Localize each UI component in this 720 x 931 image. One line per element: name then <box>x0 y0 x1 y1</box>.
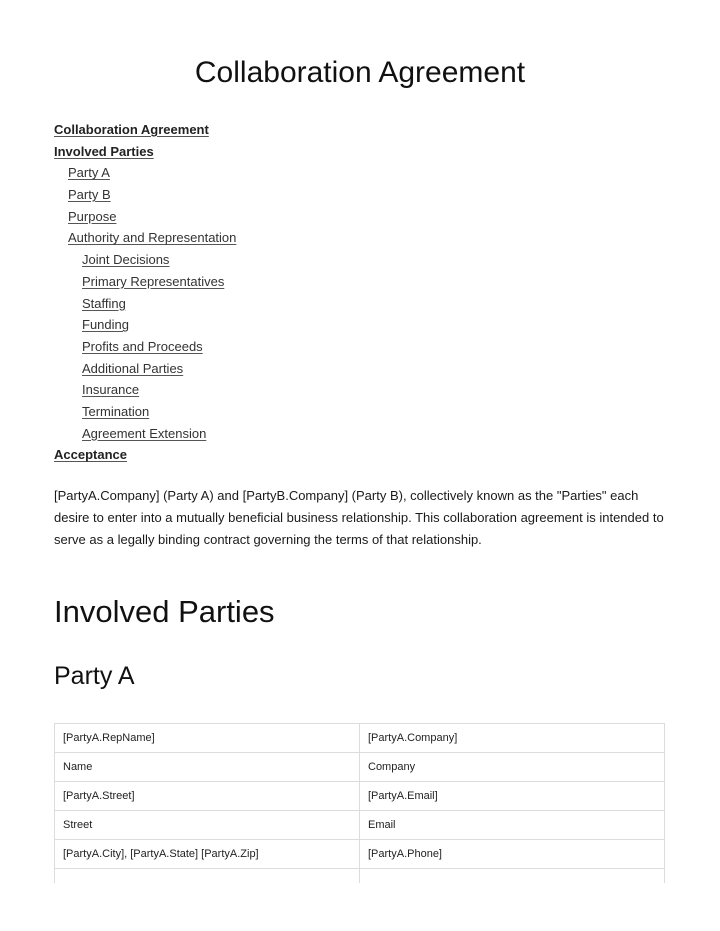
section-heading-involved-parties: Involved Parties <box>54 594 275 629</box>
toc-link[interactable]: Party B <box>68 187 111 203</box>
toc-item <box>54 358 236 380</box>
table-row <box>55 840 665 869</box>
toc-item <box>54 271 236 293</box>
toc-item <box>54 423 236 445</box>
toc-link[interactable]: Involved Parties <box>54 143 154 159</box>
toc-link[interactable]: Funding <box>82 317 129 333</box>
toc-item <box>54 249 236 271</box>
table-cell: [PartyA.Street] <box>55 782 360 811</box>
toc-link[interactable]: Staffing <box>82 295 126 311</box>
table-row <box>55 724 665 753</box>
toc-item <box>54 141 236 163</box>
toc-item <box>54 227 236 249</box>
table-cell <box>55 869 360 884</box>
table-cell: Company <box>360 753 665 782</box>
table-cell: Email <box>360 811 665 840</box>
toc-link[interactable]: Primary Representatives <box>82 273 225 289</box>
toc-link[interactable]: Party A <box>68 165 110 181</box>
toc-item <box>54 401 236 423</box>
toc-item <box>54 184 236 206</box>
toc-link[interactable]: Profits and Proceeds <box>82 338 203 354</box>
document-title: Collaboration Agreement <box>194 56 526 89</box>
toc-item <box>54 336 236 358</box>
table-cell: Name <box>55 753 360 782</box>
table-row <box>55 782 665 811</box>
toc-link[interactable]: Joint Decisions <box>82 252 170 268</box>
toc-item <box>54 206 236 228</box>
table-cell: [PartyA.Email] <box>360 782 665 811</box>
toc-link[interactable]: Additional Parties <box>82 360 184 376</box>
intro-paragraph: [PartyA.Company] (Party A) and [PartyB.Company] (Party B), collectively known as the "Parties" each desire to enter into a mutually beneficial business relationship. This collaboration agreement is intended to serve as a legally binding contract governing the terms of that relationship. <box>54 488 664 547</box>
party-a-table <box>54 723 665 883</box>
table-row <box>55 811 665 840</box>
toc-item <box>54 379 236 401</box>
table-cell: [PartyA.City], [PartyA.State] [PartyA.Zip] <box>55 840 360 869</box>
table-cell <box>360 869 665 884</box>
table-cell: [PartyA.RepName] <box>55 724 360 753</box>
toc-link[interactable]: Acceptance <box>54 447 127 463</box>
toc-link[interactable]: Purpose <box>68 208 117 224</box>
toc-item <box>54 314 236 336</box>
toc-item <box>54 162 236 184</box>
toc-item <box>54 444 236 466</box>
table-row <box>55 753 665 782</box>
toc-link[interactable]: Termination <box>82 403 150 419</box>
table-cell: Street <box>55 811 360 840</box>
toc-link[interactable]: Agreement Extension <box>82 425 207 441</box>
toc-link[interactable]: Collaboration Agreement <box>54 122 209 137</box>
toc-link[interactable]: Insurance <box>82 382 140 398</box>
toc-item <box>54 119 236 141</box>
table-of-contents <box>54 119 236 466</box>
toc-link[interactable]: Authority and Representation <box>68 230 237 246</box>
table-row <box>55 869 665 884</box>
toc-item <box>54 293 236 315</box>
subsection-heading-party-a: Party A <box>54 662 135 690</box>
table-cell: [PartyA.Phone] <box>360 840 665 869</box>
table-cell: [PartyA.Company] <box>360 724 665 753</box>
